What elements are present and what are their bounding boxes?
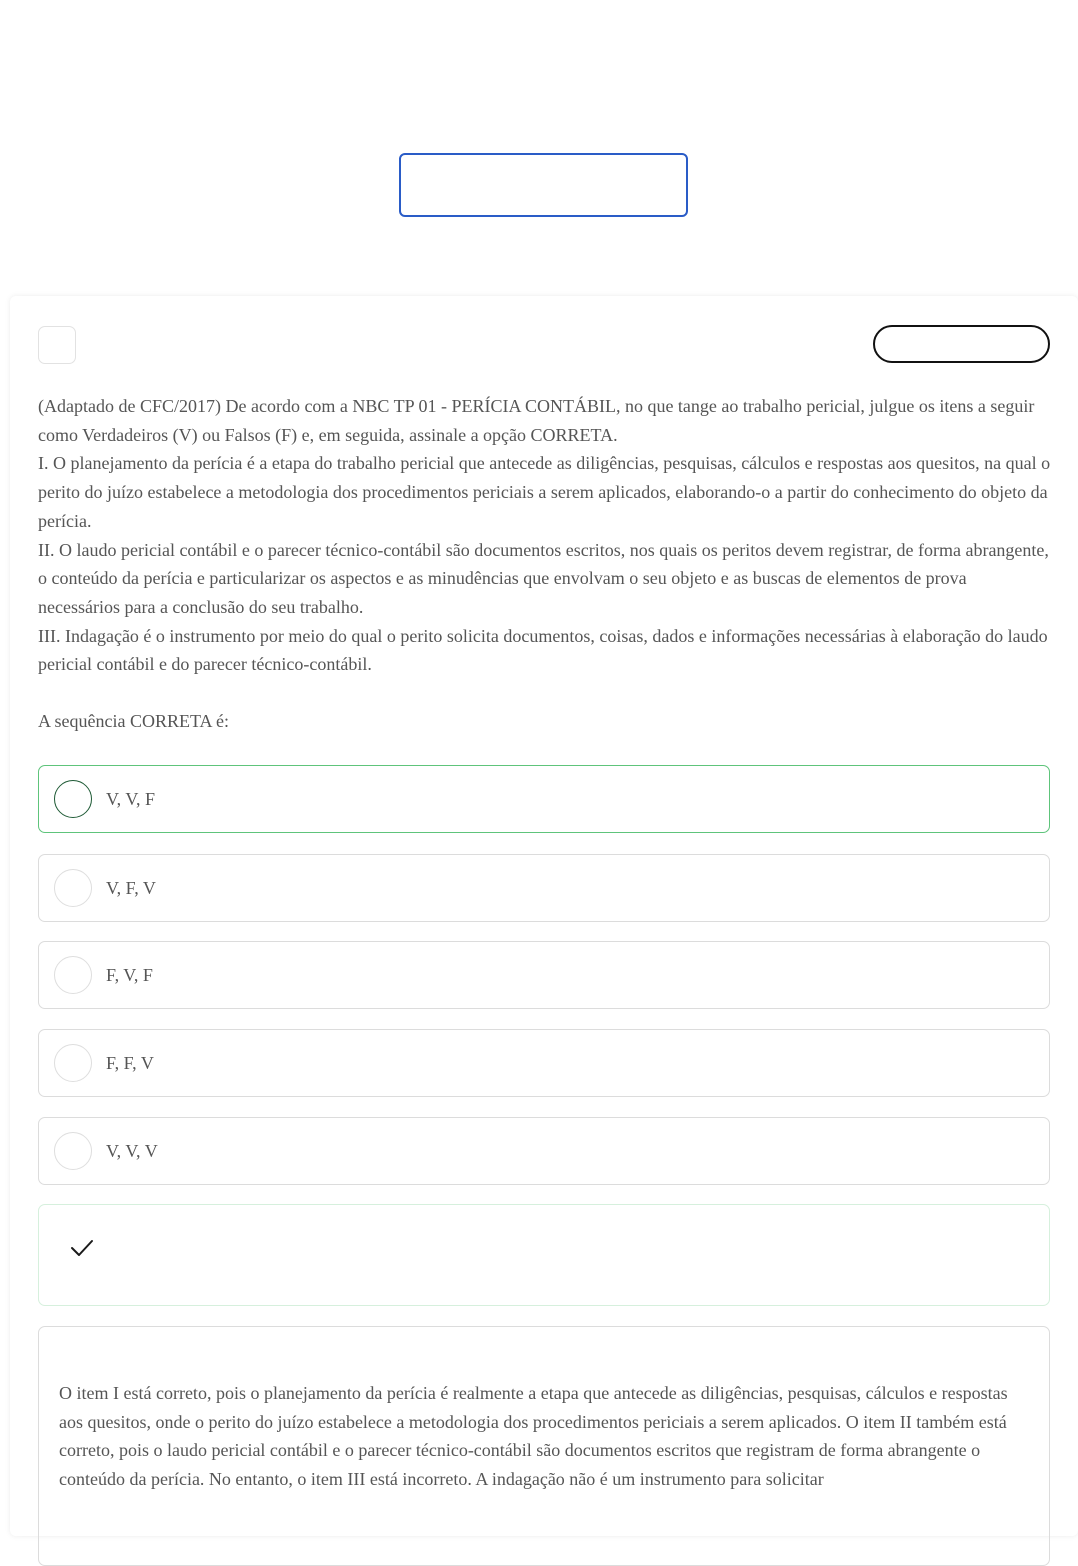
answer-option-e[interactable] (38, 1117, 1050, 1185)
radio-button[interactable] (54, 1044, 92, 1082)
answer-option-a[interactable] (38, 765, 1050, 833)
mark-question-checkbox[interactable] (38, 326, 76, 364)
answer-option-b[interactable] (38, 854, 1050, 922)
answer-result-box (38, 1204, 1050, 1306)
radio-button[interactable] (54, 780, 92, 818)
question-item-1: I. O planejamento da perícia é a etapa do trabalho pericial que antecede as diligências, pesquisas, cálculos e respostas aos quesitos, na qual o perito do juízo estabelece a metodologia dos procedimentos periciais a serem aplicados, elaborando-o a partir do conhecimento do objeto da perícia. (38, 453, 1051, 531)
answer-option-label: F, V, F (106, 965, 153, 985)
radio-button[interactable] (54, 956, 92, 994)
answer-option-label: F, F, V (106, 1053, 154, 1073)
question-status-pill[interactable] (873, 325, 1050, 363)
question-statement (38, 392, 1053, 679)
explanation-box (38, 1326, 1050, 1566)
question-item-3: III. Indagação é o instrumento por meio do qual o perito solicita documentos, coisas, dados e informações necessárias à elaboração do laudo pericial contábil e do parecer técnico-contábil. (38, 625, 1048, 675)
answer-option-d[interactable] (38, 1029, 1050, 1097)
question-item-2: II. O laudo pericial contábil e o parecer técnico-contábil são documentos escritos, nos quais os peritos devem registrar, de forma abrangente, o conteúdo da perícia e particularizar os aspectos e as minudências que envolvam o seu objeto e as buscas de elementos de prova necessários para a conclusão do seu trabalho. (38, 539, 1049, 617)
radio-button[interactable] (54, 869, 92, 907)
question-intro: (Adaptado de CFC/2017) De acordo com a NBC TP 01 - PERÍCIA CONTÁBIL, no que tange ao trabalho pericial, julgue os itens a seguir como Verdadeiros (V) ou Falsos (F) e, em seguida, assinale a opção CORRETA. (38, 396, 1035, 445)
answer-option-label: V, V, F (106, 789, 156, 809)
answer-option-label: V, F, V (106, 878, 156, 898)
top-action-button[interactable] (399, 153, 688, 217)
answer-option-label: V, V, V (106, 1141, 158, 1161)
question-card (10, 296, 1078, 1536)
radio-button[interactable] (54, 1132, 92, 1170)
explanation-text: O item I está correto, pois o planejamento da perícia é realmente a etapa que antecede as diligências, pesquisas, cálculos e respostas aos quesitos, onde o perito do juízo estabelece a metodologia dos procedimentos periciais a serem aplicados. O item II também está correto, pois o laudo pericial contábil e o parecer técnico-contábil são documentos escritos que registram de forma abrangente o conteúdo da perícia. No entanto, o item III está incorreto. A indagação não é um instrumento para solicitar (59, 1383, 1008, 1490)
question-prompt: A sequência CORRETA é: (38, 711, 230, 731)
check-icon (69, 1237, 95, 1259)
answer-option-c[interactable] (38, 941, 1050, 1009)
